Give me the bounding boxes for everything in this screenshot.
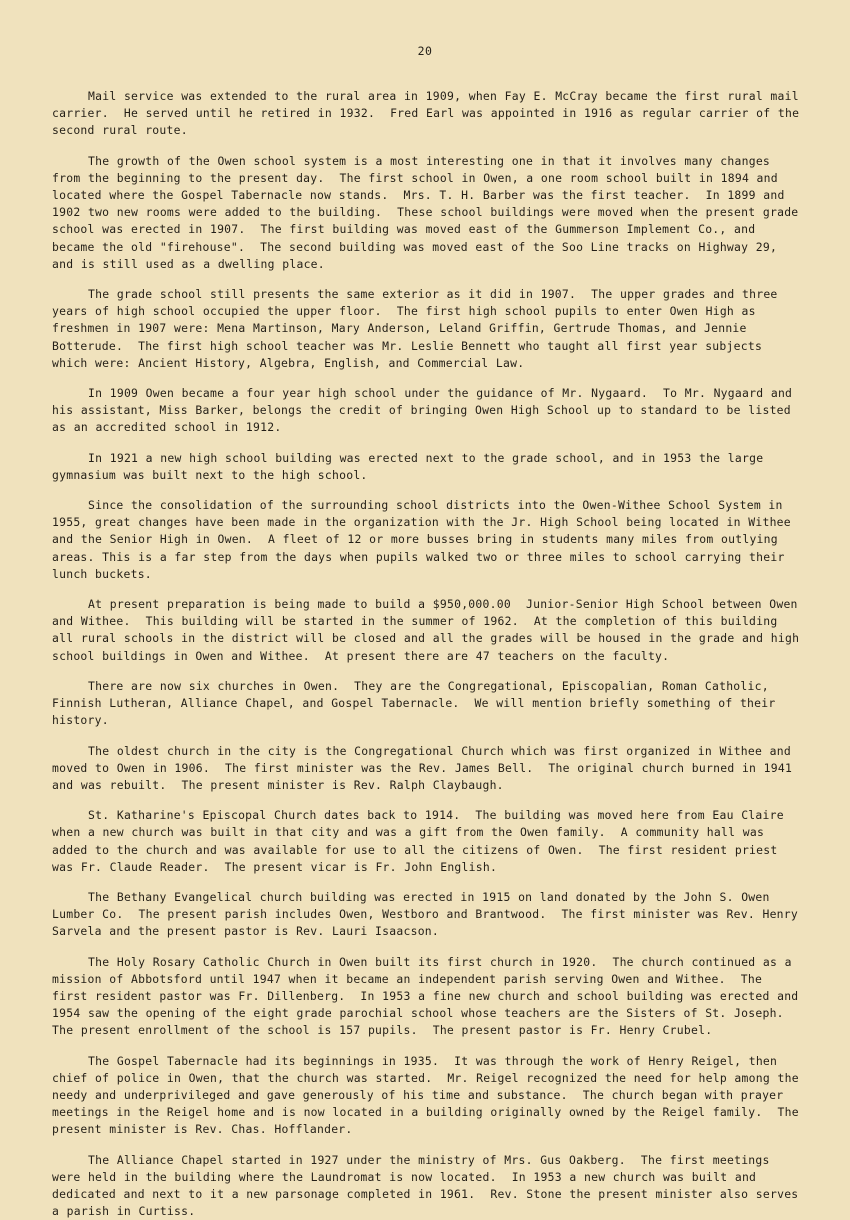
paragraph: The Bethany Evangelical church building was erected in 1915 on land donated by the John S. Owen Lumber Co. The present parish includes Owen, Westboro and Brantwood. The first minister was Rev. Henry Sarvela and the present pastor is Rev. Lauri Isaacson. bbox=[52, 889, 806, 939]
paragraph: The Gospel Tabernacle had its beginnings in 1935. It was through the work of Henry Reigel, then chief of police in Owen, that the church was started. Mr. Reigel recognized the need for help among the needy and underprivileged and gave generously of his time and substance. The church began with prayer meetings in the Reigel home and is now located in a building originally owned by the Reigel family. The present minister is Rev. Chas. Hofflander. bbox=[52, 1053, 807, 1137]
paragraph: St. Katharine's Episcopal Church dates back to 1914. The building was moved here from Eau Claire when a new church was built in that city and was a gift from the Owen family. A community hall was added to the church and was available for use to all the citizens of Owen. The first resident priest was Fr. Claude Reader. The present vicar is Fr. John English. bbox=[52, 808, 792, 874]
paragraph: In 1909 Owen became a four year high school under the guidance of Mr. Nygaard. To Mr. Nygaard and his assistant, Miss Barker, belongs the credit of bringing Owen High School up to standard to be listed as an accredited school in 1912. bbox=[52, 386, 800, 435]
document-body bbox=[40, 88, 810, 1220]
paragraph: The Alliance Chapel started in 1927 under the ministry of Mrs. Gus Oakberg. The first meetings were held in the building where the Laundromat is now located. In 1953 a new church was built and dedicated and next to it a new parsonage completed in 1961. Rev. Stone the present minister also serves a parish in Curtiss. bbox=[52, 1152, 806, 1219]
paragraph: The oldest church in the city is the Congregational Church which was first organized in Withee and moved to Owen in 1906. The first minister was the Rev. James Bell. The original church burned in 1941 and was rebuilt. The present minister is Rev. Ralph Claybaugh. bbox=[52, 743, 800, 792]
paragraph: The growth of the Owen school system is a most interesting one in that it involves many changes from the beginning to the present day. The first school in Owen, a one room school built in 1894 and located where the Gospel Tabernacle now stands. Mrs. T. H. Barber was the first teacher. In 1899 and 1902 two new rooms were added to the building. These school buildings were moved when the present grade school was erected in 1907. The first building was moved east of the Gummerson Implement Co., and became the old "firehouse". The second building was moved east of the Soo Line tracks on Highway 29, and is still used as a dwelling place. bbox=[52, 153, 806, 271]
paragraph: Mail service was extended to the rural area in 1909, when Fay E. McCray became the first rural mail carrier. He served until he retired in 1932. Fred Earl was appointed in 1916 as regular carrier of the second rural route. bbox=[52, 89, 807, 138]
paragraph: At present preparation is being made to build a $950,000.00 Junior-Senior High School between Owen and Withee. This building will be started in the summer of 1962. At the completion of this building all rural schools in the district will be closed and all the grades will be housed in the grade and high school buildings in Owen and Withee. At present there are 47 teachers on the faculty. bbox=[52, 597, 807, 663]
page-number: 20 bbox=[417, 44, 433, 58]
paragraph: In 1921 a new high school building was erected next to the grade school, and in 1953 the large gymnasium was built next to the high school. bbox=[52, 450, 771, 482]
paragraph: There are now six churches in Owen. They are the Congregational, Episcopalian, Roman Catholic, Finnish Lutheran, Alliance Chapel, and Gospel Tabernacle. We will mention briefly something of their history. bbox=[52, 678, 783, 728]
paragraph: Since the consolidation of the surrounding school districts into the Owen-Withee School System in 1955, great changes have been made in the organization with the Jr. High School being located in Withee and the Senior High in Owen. A fleet of 12 or more busses bring in students many miles from outlying areas. This is a far step from the days when pupils walked two or three miles to school carrying their lunch buckets. bbox=[52, 498, 799, 581]
paragraph: The Holy Rosary Catholic Church in Owen built its first church in 1920. The church continued as a mission of Abbotsford until 1947 when it became an independent parish serving Owen and Withee. The first resident pastor was Fr. Dillenberg. In 1953 a fine new church and school building was erected and 1954 saw the opening of the eight grade parochial school whose teachers are the Sisters of St. Joseph. The present enrollment of the school is 157 pupils. The present pastor is Fr. Henry Crubel. bbox=[52, 954, 806, 1038]
paragraph: The grade school still presents the same exterior as it did in 1907. The upper grades and three years of high school occupied the upper floor. The first high school pupils to enter Owen High as freshmen in 1907 were: Mena Martinson, Mary Anderson, Leland Griffin, Gertrude Thomas, and Jennie Botterude. The first high school teacher was Mr. Leslie Bennett who taught all first year subjects which were: Ancient History, Algebra, English, and Commercial Law. bbox=[52, 287, 786, 370]
